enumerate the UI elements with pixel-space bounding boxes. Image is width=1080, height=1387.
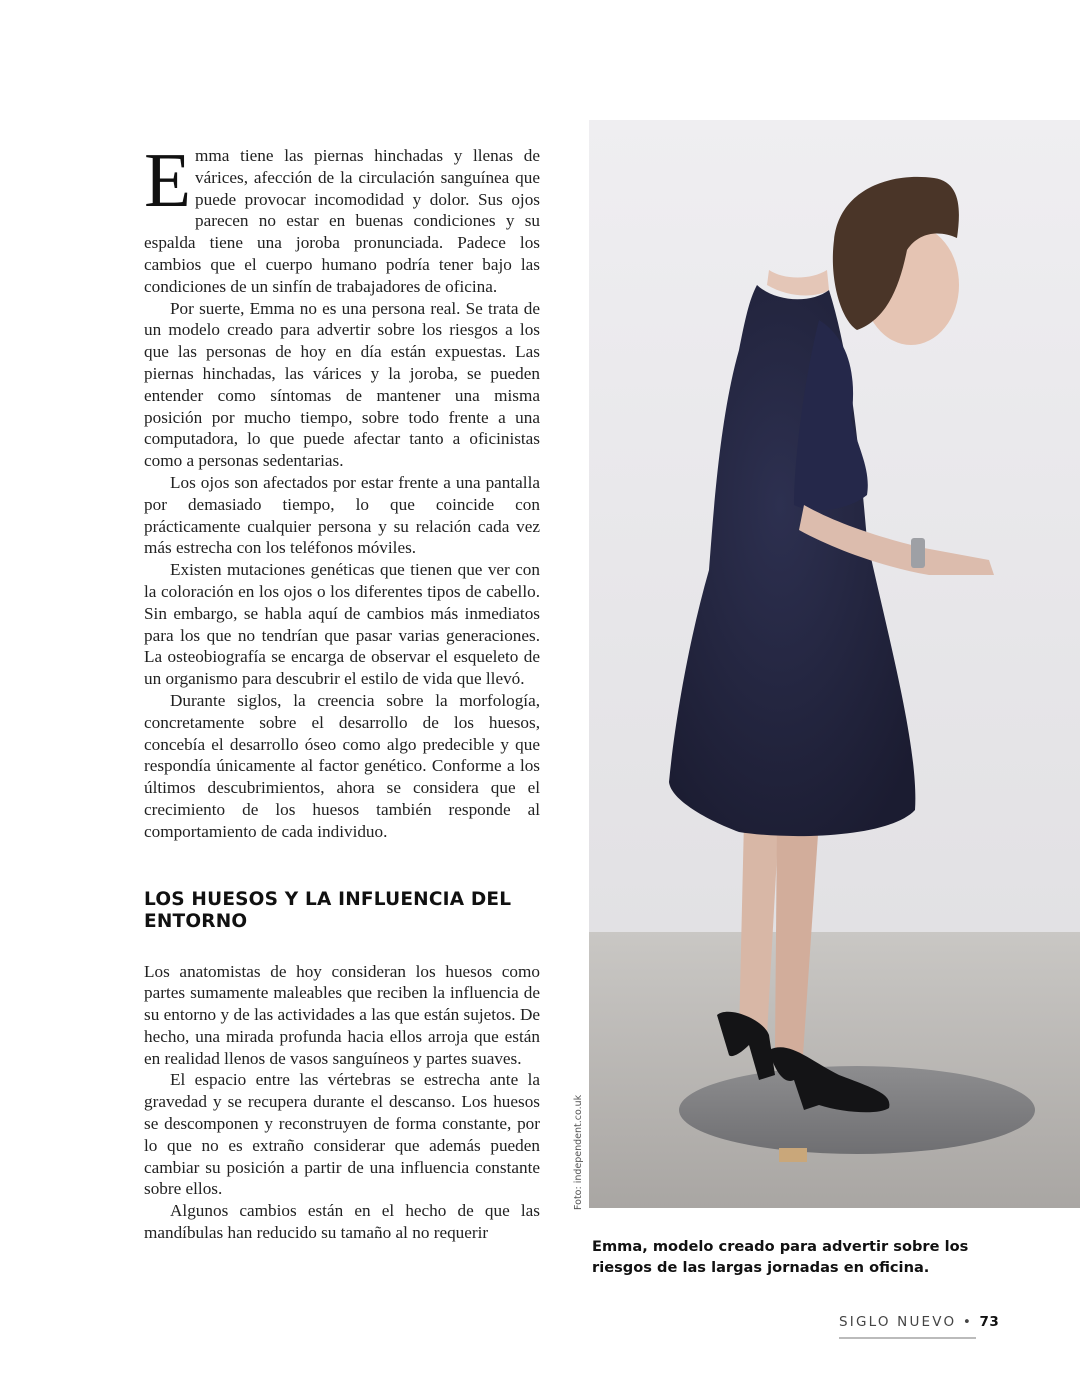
page-number: 73	[979, 1314, 1000, 1330]
folio-separator: •	[962, 1314, 973, 1330]
paragraph-6: Los anatomistas de hoy consideran los huesos como partes sumamente maleables que reciben la influencia de su entorno y de las actividades a las que están sujetos. De hecho, una mirada profunda hacia ellos arroja que están en realidad llenos de vasos sanguíneos y partes suaves.	[144, 961, 540, 1068]
page-folio	[839, 1314, 1000, 1330]
photo-caption: Emma, modelo creado para advertir sobre los riesgos de las largas jornadas en oficina.	[592, 1238, 969, 1276]
emma-photo	[589, 120, 1080, 1208]
platform-wedge	[779, 1148, 807, 1162]
article-column	[144, 137, 540, 1244]
folio-rule	[839, 1337, 976, 1339]
paragraph-3: Los ojos son afectados por estar frente a una pantalla por demasiado tiempo, lo que coincide con prácticamente cualquier persona y su relación cada vez más estrecha con los teléfonos móviles.	[144, 472, 540, 558]
paragraph-1	[144, 137, 540, 298]
wristwatch	[911, 538, 925, 568]
photo-credit: Foto: independent.co.uk	[573, 1094, 584, 1210]
paragraph-1-text: mma tiene las piernas hinchadas y llenas de várices, afección de la circulación sanguínea que puede provocar incomodidad y dolor. Sus ojos parecen no estar en buenas condiciones y su espalda tiene una joroba pronunciada. Padece los cambios que el cuerpo humano podría tener bajo las condiciones de un sinfín de trabajadores de oficina.	[144, 146, 540, 296]
publication-name: SIGLO NUEVO	[839, 1314, 957, 1330]
emma-figure-illustration	[589, 120, 1080, 1208]
paragraph-8: Algunos cambios están en el hecho de que las mandíbulas han reducido su tamaño al no requerir	[144, 1201, 540, 1243]
paragraph-4: Existen mutaciones genéticas que tienen que ver con la coloración en los ojos o los diferentes tipos de cabello. Sin embargo, se habla aquí de cambios más inmediatos para los que no tendrían que pasar varias generaciones. La osteobiografía se encarga de observar el esqueleto de un organismo para descubrir el estilo de vida que llevó.	[144, 560, 540, 689]
paragraph-2: Por suerte, Emma no es una persona real. Se trata de un modelo creado para advertir sobre los riesgos a los que las personas de hoy en día están expuestas. Las piernas hinchadas, las várices y la joroba, se pueden entender como síntomas de mantener una misma posición por mucho tiempo, sobre todo frente a una computadora, lo que puede afectar tanto a oficinistas como a personas sedentarias.	[144, 298, 540, 471]
paragraph-5: Durante siglos, la creencia sobre la morfología, concretamente sobre el desarrollo de los huesos, concebía el desarrollo óseo como algo predecible y que respondía únicamente al factor genético. Conforme a los últimos descubrimientos, ahora se considera que el crecimiento de los huesos también responde al comportamiento de cada individuo.	[144, 690, 540, 841]
paragraph-7: El espacio entre las vértebras se estrecha ante la gravedad y se recupera durante el descanso. Los huesos se descomponen y reconstruyen de forma constante, por lo que no es extraño considerar que además pueden cambiar su posición a partir de una influencia constante sobre ellos.	[144, 1070, 540, 1199]
drop-cap: E	[144, 137, 192, 223]
section-heading: LOS HUESOS Y LA INFLUENCIA DEL ENTORNO	[144, 888, 512, 932]
